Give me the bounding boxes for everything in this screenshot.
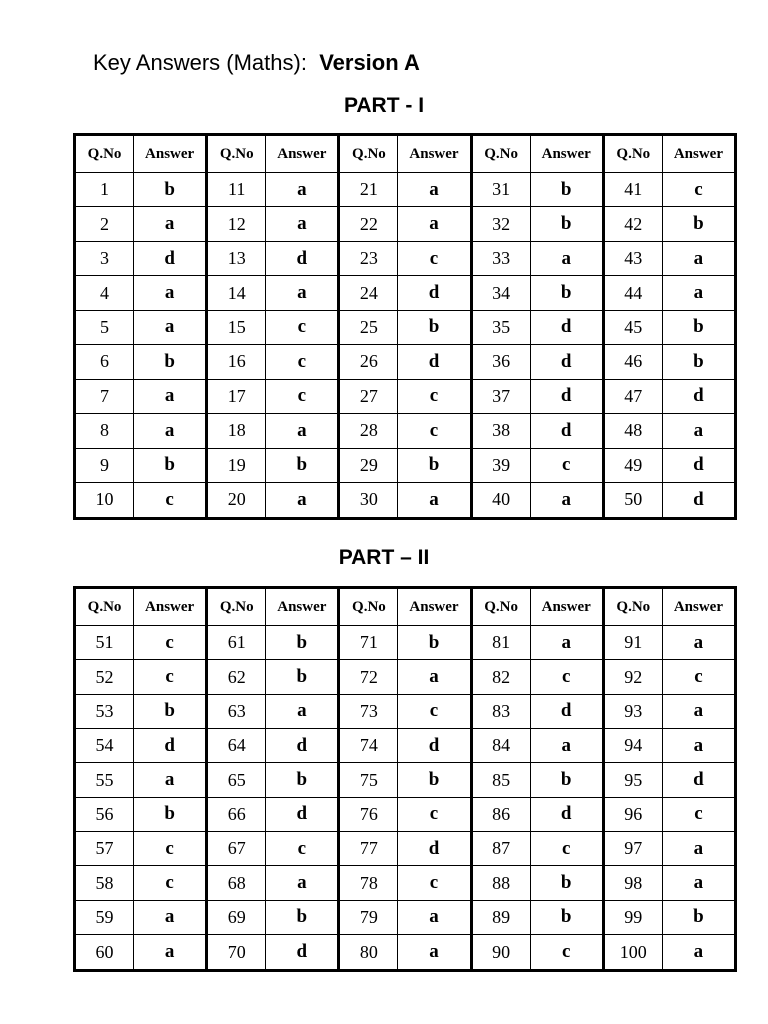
question-number: 29 bbox=[339, 448, 398, 482]
question-number: 41 bbox=[603, 173, 662, 207]
question-number: 32 bbox=[471, 207, 530, 241]
question-number: 58 bbox=[75, 866, 134, 900]
qno-header: Q.No bbox=[75, 588, 134, 626]
question-number: 12 bbox=[207, 207, 266, 241]
answer-value: a bbox=[134, 935, 207, 971]
question-number: 43 bbox=[603, 241, 662, 275]
question-number: 95 bbox=[603, 763, 662, 797]
question-number: 99 bbox=[603, 900, 662, 934]
question-number: 79 bbox=[339, 900, 398, 934]
table-row bbox=[75, 935, 736, 971]
question-number: 34 bbox=[471, 276, 530, 310]
answer-value: c bbox=[266, 345, 339, 379]
answer-value: c bbox=[134, 482, 207, 518]
question-number: 67 bbox=[207, 832, 266, 866]
answer-header: Answer bbox=[398, 135, 471, 173]
question-number: 73 bbox=[339, 694, 398, 728]
answer-value: b bbox=[398, 763, 471, 797]
table-row bbox=[75, 626, 736, 660]
qno-header: Q.No bbox=[339, 135, 398, 173]
answer-header: Answer bbox=[530, 588, 603, 626]
answer-header: Answer bbox=[266, 135, 339, 173]
part-2-title: PART – II bbox=[338, 546, 430, 569]
question-number: 63 bbox=[207, 694, 266, 728]
question-number: 9 bbox=[75, 448, 134, 482]
question-number: 69 bbox=[207, 900, 266, 934]
question-number: 62 bbox=[207, 660, 266, 694]
qno-header: Q.No bbox=[471, 588, 530, 626]
answer-value: a bbox=[530, 241, 603, 275]
question-number: 27 bbox=[339, 379, 398, 413]
qno-header: Q.No bbox=[603, 135, 662, 173]
question-number: 51 bbox=[75, 626, 134, 660]
table-row bbox=[75, 448, 736, 482]
answer-value: a bbox=[134, 900, 207, 934]
answer-value: a bbox=[266, 173, 339, 207]
question-number: 39 bbox=[471, 448, 530, 482]
question-number: 19 bbox=[207, 448, 266, 482]
question-number: 14 bbox=[207, 276, 266, 310]
question-number: 57 bbox=[75, 832, 134, 866]
answer-value: a bbox=[134, 310, 207, 344]
question-number: 18 bbox=[207, 414, 266, 448]
answer-header: Answer bbox=[530, 135, 603, 173]
answer-value: b bbox=[662, 207, 735, 241]
answer-header: Answer bbox=[662, 135, 735, 173]
answer-value: d bbox=[530, 379, 603, 413]
table-row bbox=[75, 866, 736, 900]
answer-value: a bbox=[662, 866, 735, 900]
question-number: 70 bbox=[207, 935, 266, 971]
question-number: 92 bbox=[603, 660, 662, 694]
answer-value: d bbox=[266, 935, 339, 971]
answer-value: d bbox=[398, 345, 471, 379]
question-number: 40 bbox=[471, 482, 530, 518]
answer-value: d bbox=[662, 448, 735, 482]
answer-value: b bbox=[134, 694, 207, 728]
question-number: 55 bbox=[75, 763, 134, 797]
table-row bbox=[75, 379, 736, 413]
question-number: 46 bbox=[603, 345, 662, 379]
answer-value: c bbox=[266, 832, 339, 866]
question-number: 25 bbox=[339, 310, 398, 344]
table-row bbox=[75, 660, 736, 694]
question-number: 20 bbox=[207, 482, 266, 518]
question-number: 37 bbox=[471, 379, 530, 413]
answer-value: c bbox=[398, 241, 471, 275]
answer-value: a bbox=[266, 694, 339, 728]
question-number: 48 bbox=[603, 414, 662, 448]
document-heading bbox=[93, 50, 420, 76]
header-row bbox=[75, 135, 736, 173]
answer-value: d bbox=[398, 729, 471, 763]
question-number: 82 bbox=[471, 660, 530, 694]
question-number: 80 bbox=[339, 935, 398, 971]
table-row bbox=[75, 241, 736, 275]
answer-value: b bbox=[266, 626, 339, 660]
answer-value: a bbox=[398, 173, 471, 207]
answer-value: b bbox=[530, 276, 603, 310]
answer-value: c bbox=[398, 379, 471, 413]
qno-header: Q.No bbox=[339, 588, 398, 626]
question-number: 77 bbox=[339, 832, 398, 866]
question-number: 16 bbox=[207, 345, 266, 379]
qno-header: Q.No bbox=[207, 588, 266, 626]
question-number: 68 bbox=[207, 866, 266, 900]
answer-value: a bbox=[266, 414, 339, 448]
table-row bbox=[75, 482, 736, 518]
question-number: 64 bbox=[207, 729, 266, 763]
answer-value: a bbox=[134, 207, 207, 241]
question-number: 49 bbox=[603, 448, 662, 482]
answer-value: b bbox=[662, 310, 735, 344]
question-number: 87 bbox=[471, 832, 530, 866]
question-number: 35 bbox=[471, 310, 530, 344]
answer-value: d bbox=[530, 310, 603, 344]
question-number: 56 bbox=[75, 797, 134, 831]
question-number: 11 bbox=[207, 173, 266, 207]
question-number: 28 bbox=[339, 414, 398, 448]
answer-value: b bbox=[662, 345, 735, 379]
question-number: 89 bbox=[471, 900, 530, 934]
header-row bbox=[75, 588, 736, 626]
question-number: 60 bbox=[75, 935, 134, 971]
answer-value: d bbox=[134, 241, 207, 275]
qno-header: Q.No bbox=[75, 135, 134, 173]
answer-value: d bbox=[266, 797, 339, 831]
question-number: 96 bbox=[603, 797, 662, 831]
answer-value: a bbox=[530, 482, 603, 518]
answer-value: a bbox=[398, 935, 471, 971]
question-number: 85 bbox=[471, 763, 530, 797]
answer-value: c bbox=[530, 448, 603, 482]
question-number: 10 bbox=[75, 482, 134, 518]
table-row bbox=[75, 414, 736, 448]
question-number: 36 bbox=[471, 345, 530, 379]
answer-header: Answer bbox=[662, 588, 735, 626]
question-number: 22 bbox=[339, 207, 398, 241]
question-number: 83 bbox=[471, 694, 530, 728]
answer-value: a bbox=[662, 276, 735, 310]
answer-value: d bbox=[530, 694, 603, 728]
answer-value: a bbox=[398, 660, 471, 694]
part-2-answer-table bbox=[73, 586, 737, 972]
question-number: 74 bbox=[339, 729, 398, 763]
answer-value: b bbox=[530, 173, 603, 207]
answer-value: c bbox=[398, 414, 471, 448]
answer-value: a bbox=[134, 379, 207, 413]
answer-value: d bbox=[662, 763, 735, 797]
answer-value: c bbox=[530, 935, 603, 971]
question-number: 44 bbox=[603, 276, 662, 310]
question-number: 71 bbox=[339, 626, 398, 660]
table-row bbox=[75, 900, 736, 934]
answer-value: b bbox=[398, 626, 471, 660]
question-number: 97 bbox=[603, 832, 662, 866]
qno-header: Q.No bbox=[207, 135, 266, 173]
question-number: 4 bbox=[75, 276, 134, 310]
table-row bbox=[75, 694, 736, 728]
answer-value: d bbox=[662, 482, 735, 518]
question-number: 47 bbox=[603, 379, 662, 413]
question-number: 65 bbox=[207, 763, 266, 797]
question-number: 78 bbox=[339, 866, 398, 900]
table-row bbox=[75, 310, 736, 344]
answer-value: b bbox=[662, 900, 735, 934]
question-number: 6 bbox=[75, 345, 134, 379]
answer-value: a bbox=[530, 729, 603, 763]
question-number: 5 bbox=[75, 310, 134, 344]
answer-value: c bbox=[530, 660, 603, 694]
answer-value: b bbox=[398, 310, 471, 344]
answer-value: c bbox=[398, 797, 471, 831]
answer-value: a bbox=[134, 276, 207, 310]
answer-header: Answer bbox=[266, 588, 339, 626]
answer-value: a bbox=[266, 207, 339, 241]
answer-value: a bbox=[398, 482, 471, 518]
table-row bbox=[75, 729, 736, 763]
answer-value: a bbox=[398, 900, 471, 934]
question-number: 72 bbox=[339, 660, 398, 694]
answer-value: a bbox=[134, 763, 207, 797]
answer-value: a bbox=[398, 207, 471, 241]
qno-header: Q.No bbox=[471, 135, 530, 173]
answer-value: b bbox=[266, 660, 339, 694]
table-row bbox=[75, 763, 736, 797]
answer-value: c bbox=[398, 866, 471, 900]
question-number: 23 bbox=[339, 241, 398, 275]
question-number: 86 bbox=[471, 797, 530, 831]
table-row bbox=[75, 832, 736, 866]
answer-value: d bbox=[266, 241, 339, 275]
question-number: 84 bbox=[471, 729, 530, 763]
answer-value: b bbox=[266, 900, 339, 934]
answer-header: Answer bbox=[398, 588, 471, 626]
answer-value: d bbox=[530, 414, 603, 448]
question-number: 30 bbox=[339, 482, 398, 518]
table-row bbox=[75, 173, 736, 207]
question-number: 75 bbox=[339, 763, 398, 797]
question-number: 7 bbox=[75, 379, 134, 413]
answer-value: d bbox=[398, 276, 471, 310]
answer-value: d bbox=[662, 379, 735, 413]
question-number: 98 bbox=[603, 866, 662, 900]
table-row bbox=[75, 797, 736, 831]
answer-value: a bbox=[662, 729, 735, 763]
question-number: 50 bbox=[603, 482, 662, 518]
part-1-title: PART - I bbox=[343, 94, 425, 117]
question-number: 93 bbox=[603, 694, 662, 728]
question-number: 53 bbox=[75, 694, 134, 728]
heading-version: Version A bbox=[319, 50, 420, 75]
part-1-answer-table bbox=[73, 133, 737, 520]
question-number: 13 bbox=[207, 241, 266, 275]
answer-value: c bbox=[530, 832, 603, 866]
question-number: 88 bbox=[471, 866, 530, 900]
question-number: 90 bbox=[471, 935, 530, 971]
answer-value: d bbox=[530, 797, 603, 831]
question-number: 52 bbox=[75, 660, 134, 694]
answer-value: a bbox=[134, 414, 207, 448]
answer-value: c bbox=[662, 660, 735, 694]
qno-header: Q.No bbox=[603, 588, 662, 626]
answer-value: a bbox=[530, 626, 603, 660]
answer-value: b bbox=[134, 345, 207, 379]
answer-value: a bbox=[662, 626, 735, 660]
heading-title: Key Answers (Maths): bbox=[93, 50, 307, 75]
question-number: 66 bbox=[207, 797, 266, 831]
answer-value: b bbox=[530, 866, 603, 900]
table-row bbox=[75, 207, 736, 241]
answer-value: b bbox=[530, 900, 603, 934]
answer-value: c bbox=[134, 832, 207, 866]
answer-value: c bbox=[134, 866, 207, 900]
answer-value: d bbox=[266, 729, 339, 763]
table-row bbox=[75, 345, 736, 379]
question-number: 91 bbox=[603, 626, 662, 660]
question-number: 24 bbox=[339, 276, 398, 310]
question-number: 45 bbox=[603, 310, 662, 344]
question-number: 76 bbox=[339, 797, 398, 831]
question-number: 1 bbox=[75, 173, 134, 207]
question-number: 42 bbox=[603, 207, 662, 241]
question-number: 38 bbox=[471, 414, 530, 448]
answer-value: a bbox=[266, 482, 339, 518]
question-number: 81 bbox=[471, 626, 530, 660]
answer-value: b bbox=[134, 173, 207, 207]
question-number: 31 bbox=[471, 173, 530, 207]
answer-value: c bbox=[266, 310, 339, 344]
answer-value: a bbox=[662, 694, 735, 728]
answer-value: a bbox=[662, 414, 735, 448]
question-number: 54 bbox=[75, 729, 134, 763]
question-number: 2 bbox=[75, 207, 134, 241]
answer-value: a bbox=[266, 866, 339, 900]
answer-value: c bbox=[398, 694, 471, 728]
answer-value: a bbox=[662, 935, 735, 971]
answer-value: d bbox=[530, 345, 603, 379]
answer-value: b bbox=[398, 448, 471, 482]
answer-header: Answer bbox=[134, 588, 207, 626]
answer-value: c bbox=[662, 173, 735, 207]
question-number: 3 bbox=[75, 241, 134, 275]
question-number: 15 bbox=[207, 310, 266, 344]
answer-value: a bbox=[662, 241, 735, 275]
answer-value: b bbox=[134, 448, 207, 482]
question-number: 26 bbox=[339, 345, 398, 379]
question-number: 59 bbox=[75, 900, 134, 934]
question-number: 61 bbox=[207, 626, 266, 660]
answer-value: b bbox=[530, 763, 603, 797]
question-number: 100 bbox=[603, 935, 662, 971]
question-number: 17 bbox=[207, 379, 266, 413]
answer-value: a bbox=[662, 832, 735, 866]
answer-value: c bbox=[266, 379, 339, 413]
table-row bbox=[75, 276, 736, 310]
answer-value: d bbox=[134, 729, 207, 763]
answer-value: c bbox=[134, 660, 207, 694]
question-number: 94 bbox=[603, 729, 662, 763]
question-number: 8 bbox=[75, 414, 134, 448]
answer-value: b bbox=[530, 207, 603, 241]
answer-header: Answer bbox=[134, 135, 207, 173]
answer-value: b bbox=[134, 797, 207, 831]
answer-value: c bbox=[134, 626, 207, 660]
answer-value: b bbox=[266, 448, 339, 482]
question-number: 21 bbox=[339, 173, 398, 207]
answer-value: c bbox=[662, 797, 735, 831]
answer-value: d bbox=[398, 832, 471, 866]
answer-value: b bbox=[266, 763, 339, 797]
answer-value: a bbox=[266, 276, 339, 310]
question-number: 33 bbox=[471, 241, 530, 275]
